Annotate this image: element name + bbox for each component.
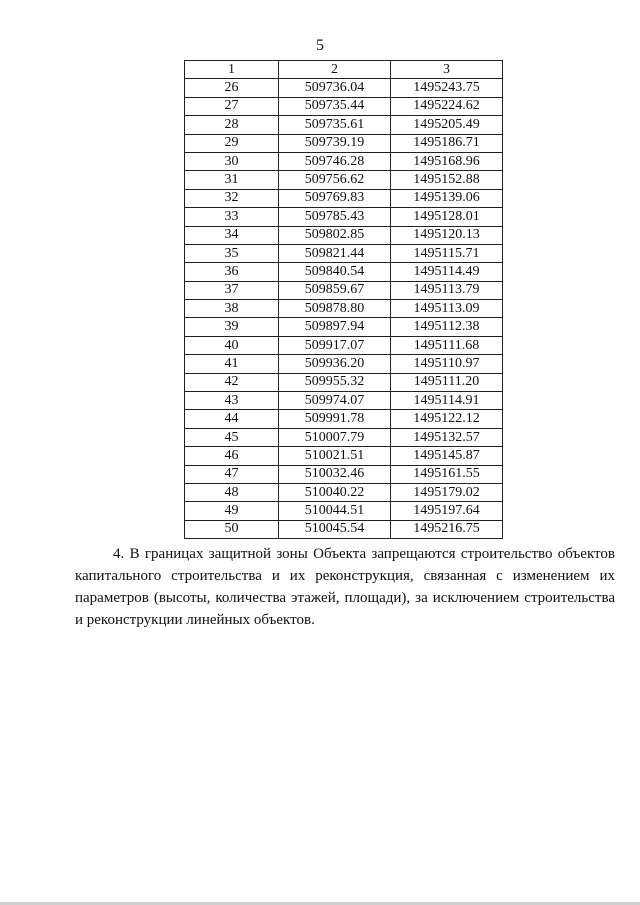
- cell-y-coordinate: 1495186.71: [391, 134, 503, 152]
- cell-point-number: 41: [185, 355, 279, 373]
- table-row: [185, 502, 503, 520]
- table-row: [185, 355, 503, 373]
- table-row: [185, 263, 503, 281]
- table-row: [185, 171, 503, 189]
- cell-y-coordinate: 1495216.75: [391, 520, 503, 538]
- table-header-row: [185, 61, 503, 79]
- cell-x-coordinate: 509917.07: [279, 336, 391, 354]
- table-body: [185, 79, 503, 539]
- table-row: [185, 392, 503, 410]
- cell-point-number: 44: [185, 410, 279, 428]
- cell-x-coordinate: 509936.20: [279, 355, 391, 373]
- cell-x-coordinate: 509821.44: [279, 244, 391, 262]
- cell-point-number: 45: [185, 428, 279, 446]
- table-row: [185, 465, 503, 483]
- cell-x-coordinate: 510044.51: [279, 502, 391, 520]
- table-row: [185, 318, 503, 336]
- cell-x-coordinate: 509955.32: [279, 373, 391, 391]
- cell-x-coordinate: 510032.46: [279, 465, 391, 483]
- header-y-coordinate: 3: [391, 61, 503, 79]
- cell-point-number: 31: [185, 171, 279, 189]
- table-row: [185, 244, 503, 262]
- page-number: 5: [316, 37, 324, 54]
- table-row: [185, 226, 503, 244]
- header-point-number: 1: [185, 61, 279, 79]
- cell-y-coordinate: 1495128.01: [391, 208, 503, 226]
- cell-point-number: 26: [185, 79, 279, 97]
- cell-point-number: 33: [185, 208, 279, 226]
- cell-y-coordinate: 1495139.06: [391, 189, 503, 207]
- table-row: [185, 520, 503, 538]
- table-row: [185, 116, 503, 134]
- cell-x-coordinate: 510040.22: [279, 483, 391, 501]
- cell-y-coordinate: 1495113.79: [391, 281, 503, 299]
- cell-x-coordinate: 510007.79: [279, 428, 391, 446]
- cell-y-coordinate: 1495111.68: [391, 336, 503, 354]
- cell-y-coordinate: 1495224.62: [391, 97, 503, 115]
- cell-point-number: 29: [185, 134, 279, 152]
- cell-y-coordinate: 1495179.02: [391, 483, 503, 501]
- cell-x-coordinate: 510045.54: [279, 520, 391, 538]
- header-x-coordinate: 2: [279, 61, 391, 79]
- cell-point-number: 46: [185, 447, 279, 465]
- cell-y-coordinate: 1495115.71: [391, 244, 503, 262]
- cell-y-coordinate: 1495152.88: [391, 171, 503, 189]
- cell-y-coordinate: 1495132.57: [391, 428, 503, 446]
- cell-point-number: 36: [185, 263, 279, 281]
- table-row: [185, 134, 503, 152]
- cell-point-number: 27: [185, 97, 279, 115]
- cell-y-coordinate: 1495112.38: [391, 318, 503, 336]
- cell-x-coordinate: 509840.54: [279, 263, 391, 281]
- table-row: [185, 97, 503, 115]
- cell-y-coordinate: 1495161.55: [391, 465, 503, 483]
- table-row: [185, 152, 503, 170]
- cell-point-number: 28: [185, 116, 279, 134]
- cell-x-coordinate: 509746.28: [279, 152, 391, 170]
- table-row: [185, 336, 503, 354]
- cell-x-coordinate: 509769.83: [279, 189, 391, 207]
- cell-point-number: 32: [185, 189, 279, 207]
- cell-x-coordinate: 509859.67: [279, 281, 391, 299]
- cell-x-coordinate: 509756.62: [279, 171, 391, 189]
- cell-y-coordinate: 1495243.75: [391, 79, 503, 97]
- cell-x-coordinate: 509878.80: [279, 300, 391, 318]
- cell-point-number: 43: [185, 392, 279, 410]
- table-row: [185, 410, 503, 428]
- table-row: [185, 208, 503, 226]
- table-row: [185, 373, 503, 391]
- cell-y-coordinate: 1495111.20: [391, 373, 503, 391]
- cell-point-number: 49: [185, 502, 279, 520]
- restriction-paragraph: 4. В границах защитной зоны Объекта запрещаются строительство объектов капитального строительства и их реконструкция, связанная с изменением их параметров (высоты, количества этажей, площади), за исключением строительства и реконструкции линейных объектов.: [75, 546, 615, 628]
- table-row: [185, 189, 503, 207]
- cell-x-coordinate: 509897.94: [279, 318, 391, 336]
- cell-y-coordinate: 1495168.96: [391, 152, 503, 170]
- cell-x-coordinate: 509735.61: [279, 116, 391, 134]
- cell-point-number: 50: [185, 520, 279, 538]
- cell-x-coordinate: 509735.44: [279, 97, 391, 115]
- cell-point-number: 35: [185, 244, 279, 262]
- table-row: [185, 428, 503, 446]
- cell-point-number: 34: [185, 226, 279, 244]
- cell-point-number: 38: [185, 300, 279, 318]
- cell-x-coordinate: 509974.07: [279, 392, 391, 410]
- table-row: [185, 79, 503, 97]
- cell-point-number: 42: [185, 373, 279, 391]
- cell-point-number: 39: [185, 318, 279, 336]
- coordinates-table: [184, 60, 503, 539]
- cell-y-coordinate: 1495114.49: [391, 263, 503, 281]
- cell-point-number: 40: [185, 336, 279, 354]
- cell-x-coordinate: 509785.43: [279, 208, 391, 226]
- cell-y-coordinate: 1495114.91: [391, 392, 503, 410]
- cell-point-number: 37: [185, 281, 279, 299]
- table-row: [185, 447, 503, 465]
- table-row: [185, 281, 503, 299]
- cell-y-coordinate: 1495122.12: [391, 410, 503, 428]
- table-row: [185, 300, 503, 318]
- cell-y-coordinate: 1495145.87: [391, 447, 503, 465]
- cell-y-coordinate: 1495205.49: [391, 116, 503, 134]
- cell-point-number: 30: [185, 152, 279, 170]
- cell-y-coordinate: 1495110.97: [391, 355, 503, 373]
- cell-y-coordinate: 1495197.64: [391, 502, 503, 520]
- cell-x-coordinate: 509736.04: [279, 79, 391, 97]
- table-row: [185, 483, 503, 501]
- cell-x-coordinate: 509802.85: [279, 226, 391, 244]
- cell-y-coordinate: 1495120.13: [391, 226, 503, 244]
- cell-point-number: 47: [185, 465, 279, 483]
- cell-x-coordinate: 510021.51: [279, 447, 391, 465]
- cell-x-coordinate: 509991.78: [279, 410, 391, 428]
- cell-point-number: 48: [185, 483, 279, 501]
- cell-y-coordinate: 1495113.09: [391, 300, 503, 318]
- cell-x-coordinate: 509739.19: [279, 134, 391, 152]
